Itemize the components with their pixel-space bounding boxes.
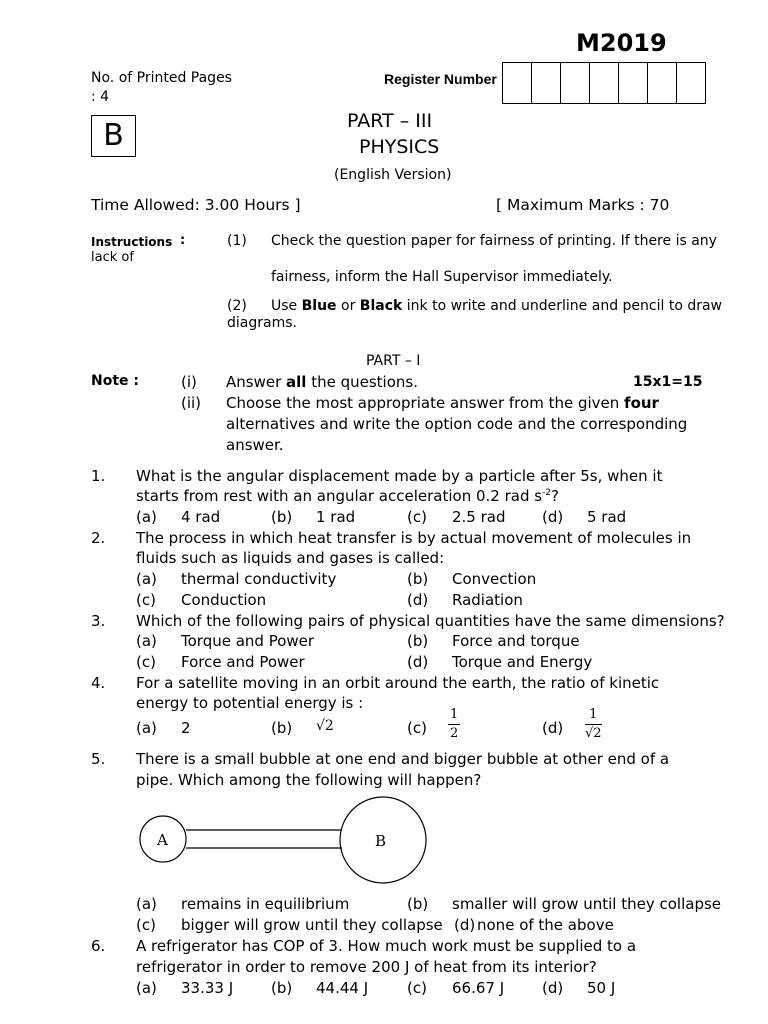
register-cell[interactable] <box>648 63 677 103</box>
q6-option-c: 66.67 J <box>452 979 505 997</box>
option-label: (d) <box>407 591 429 609</box>
option-label: (a) <box>136 508 157 526</box>
question-2-text-2: fluids such as liquids and gases is called: <box>136 549 445 567</box>
note-label: Note : <box>91 373 139 389</box>
note-2-line3: answer. <box>226 436 284 454</box>
option-label: (a) <box>136 570 157 588</box>
option-label: (d) <box>454 916 476 934</box>
question-5-text: There is a small bubble at one end and bigger bubble at other end of a <box>136 750 670 768</box>
version-label: (English Version) <box>334 167 452 183</box>
option-label: (b) <box>271 979 293 997</box>
max-marks: [ Maximum Marks : 70 <box>496 196 670 214</box>
register-cell[interactable] <box>590 63 619 103</box>
option-label: (d) <box>542 979 564 997</box>
pages-value: : 4 <box>91 89 110 105</box>
option-label: (c) <box>407 508 427 526</box>
note-1-text: Answer all the questions. <box>226 373 418 391</box>
register-cell[interactable] <box>503 63 532 103</box>
register-cell[interactable] <box>619 63 648 103</box>
q5-option-a: remains in equilibrium <box>181 895 350 913</box>
option-label: (d) <box>542 719 564 737</box>
paper-code: M2019 <box>576 29 667 57</box>
note-1-num: (i) <box>181 373 197 391</box>
register-cell[interactable] <box>532 63 561 103</box>
question-2-number: 2. <box>91 529 106 547</box>
option-label: (c) <box>407 979 427 997</box>
question-6-number: 6. <box>91 937 106 955</box>
pages-label: No. of Printed Pages <box>91 70 232 86</box>
option-label: (b) <box>271 719 293 737</box>
question-3-text: Which of the following pairs of physical quantities have the same dimensions? <box>136 612 725 630</box>
instructions-label: Instructions <box>91 235 173 249</box>
instruction-1-cont: fairness, inform the Hall Supervisor immediately. <box>271 269 613 285</box>
register-number-boxes[interactable] <box>502 62 706 104</box>
note-2-num: (ii) <box>181 394 202 412</box>
q4-option-d-fraction <box>585 706 602 743</box>
instructions-lack-of: lack of <box>91 250 134 265</box>
question-4-number: 4. <box>91 674 106 692</box>
fraction-denominator: √2 <box>585 726 602 741</box>
fraction-numerator: 1 <box>448 706 460 725</box>
fraction-denominator: 2 <box>450 726 459 741</box>
fraction-numerator: 1 <box>585 706 602 725</box>
q2-option-d: Radiation <box>452 591 523 609</box>
time-allowed: Time Allowed: 3.00 Hours ] <box>91 196 301 214</box>
option-label: (a) <box>136 632 157 650</box>
part-one-title: PART – I <box>366 353 421 369</box>
instruction-2-text: Use Blue or Black ink to write and underline and pencil to draw <box>271 298 723 314</box>
q4-option-a: 2 <box>181 719 191 737</box>
question-6-text-2: refrigerator in order to remove 200 J of heat from its interior? <box>136 958 597 976</box>
q4-option-b: √2 <box>316 718 334 734</box>
option-label: (c) <box>407 719 427 737</box>
note-2-text: Choose the most appropriate answer from the given four <box>226 394 659 412</box>
q2-option-a: thermal conductivity <box>181 570 337 588</box>
option-label: (d) <box>407 653 429 671</box>
q3-option-b: Force and torque <box>452 632 580 650</box>
instruction-1-text: Check the question paper for fairness of printing. If there is any <box>271 233 717 249</box>
instruction-2-cont: diagrams. <box>227 315 297 331</box>
option-label: (c) <box>136 591 156 609</box>
q4-option-c-fraction <box>448 706 460 743</box>
q3-option-c: Force and Power <box>181 653 305 671</box>
option-label: (a) <box>136 895 157 913</box>
question-4-text-2: energy to potential energy is : <box>136 694 364 712</box>
option-label: (b) <box>407 570 429 588</box>
register-cell[interactable] <box>561 63 590 103</box>
q5-option-d: none of the above <box>477 916 614 934</box>
option-label: (b) <box>271 508 293 526</box>
q6-option-b: 44.44 J <box>316 979 369 997</box>
marks-allocation: 15x1=15 <box>633 374 703 390</box>
q6-option-d: 50 J <box>587 979 616 997</box>
question-1-number: 1. <box>91 467 106 485</box>
q1-option-a: 4 rad <box>181 508 221 526</box>
question-4-text: For a satellite moving in an orbit around the earth, the ratio of kinetic <box>136 674 660 692</box>
question-5-number: 5. <box>91 750 106 768</box>
q6-option-a: 33.33 J <box>181 979 234 997</box>
q1-option-b: 1 rad <box>316 508 356 526</box>
option-label: (b) <box>407 895 429 913</box>
q1-option-d: 5 rad <box>587 508 627 526</box>
q3-option-d: Torque and Energy <box>452 653 593 671</box>
q3-option-a: Torque and Power <box>181 632 315 650</box>
version-letter-box: B <box>91 115 136 157</box>
register-label: Register Number <box>384 71 497 87</box>
question-5-text-2: pipe. Which among the following will happen? <box>136 771 482 789</box>
q2-option-c: Conduction <box>181 591 267 609</box>
q1-option-c: 2.5 rad <box>452 508 506 526</box>
question-3-number: 3. <box>91 612 106 630</box>
option-label: (b) <box>407 632 429 650</box>
bubble-b-label: B <box>375 832 387 850</box>
option-label: (c) <box>136 916 156 934</box>
part-title: PART – III <box>347 110 433 132</box>
note-2-line2: alternatives and write the option code and the corresponding <box>226 415 688 433</box>
register-cell[interactable] <box>677 63 705 103</box>
subject-title: PHYSICS <box>359 136 440 158</box>
q5-option-c: bigger will grow until they collapse <box>181 916 443 934</box>
instruction-1-num: (1) <box>227 233 247 249</box>
q5-option-b: smaller will grow until they collapse <box>452 895 722 913</box>
instruction-2-num: (2) <box>227 298 247 314</box>
question-6-text: A refrigerator has COP of 3. How much work must be supplied to a <box>136 937 637 955</box>
bubble-a-label: A <box>157 831 168 849</box>
bubble-pipe-diagram <box>130 790 440 890</box>
option-label: (a) <box>136 719 157 737</box>
q2-option-b: Convection <box>452 570 537 588</box>
question-1-text-2: starts from rest with an angular acceleration 0.2 rad $s^{-2}$? <box>136 487 560 505</box>
option-label: (c) <box>136 653 156 671</box>
question-1-text: What is the angular displacement made by a particle after 5s, when it <box>136 467 663 485</box>
question-2-text: The process in which heat transfer is by actual movement of molecules in <box>136 529 692 547</box>
option-label: (d) <box>542 508 564 526</box>
option-label: (a) <box>136 979 157 997</box>
instructions-colon: : <box>180 233 186 248</box>
